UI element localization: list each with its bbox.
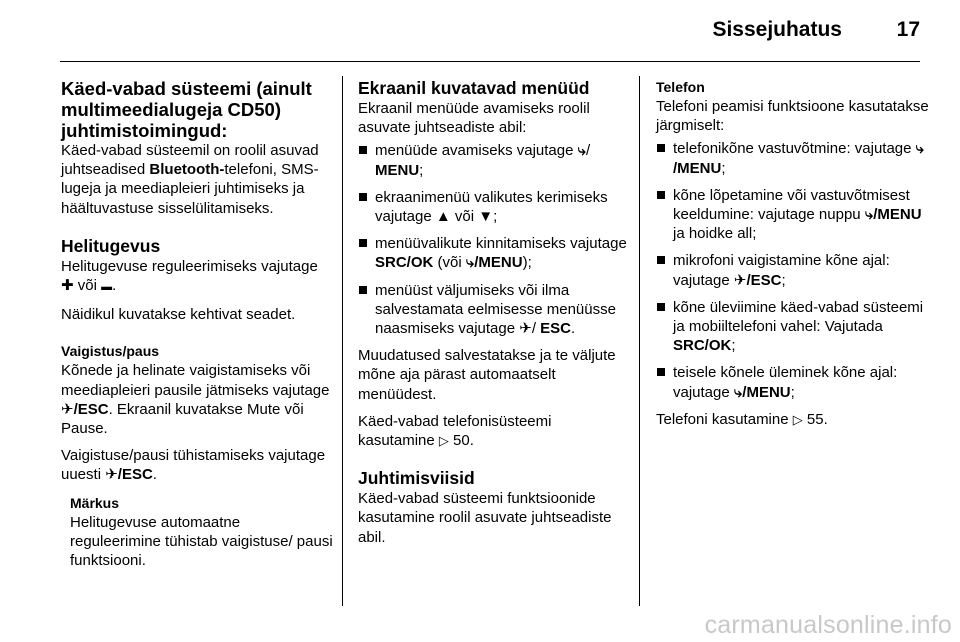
- list-item: mikrofoni vaigistamine kõne ajal: vajutage ✈/ESC;: [656, 251, 932, 289]
- column-3: [656, 78, 932, 429]
- column-divider-1: [342, 76, 343, 606]
- note-box: [70, 494, 333, 571]
- note-text: Helitugevuse automaatne reguleerimine tühistab vaigistuse/ pausi funktsiooni.: [70, 513, 333, 570]
- volume-paragraph: Helitugevuse reguleerimiseks vajutage ✚ või ▬.: [61, 257, 333, 297]
- minus-icon: ▬: [101, 281, 113, 294]
- note-heading: Märkus: [70, 494, 120, 511]
- phone-icon: ⤷: [733, 383, 743, 401]
- mute-icon: ✈: [733, 271, 747, 289]
- page-reference-icon: ▷: [438, 433, 449, 449]
- list-item: kõne lõpetamine või vastuvõtmisest keeldumine: vajutage nuppu ⤷/MENU ja hoidke all;: [656, 186, 932, 244]
- phone-intro: Telefoni peamisi funktsioone kasutatakse järgmiselt:: [656, 98, 929, 135]
- phone-icon: ⤷: [864, 206, 874, 224]
- phone-ref-paragraph: Telefoni kasutamine ▷ 55.: [656, 410, 828, 428]
- menus-intro: Ekraanil menüüde avamiseks roolil asuvate juhtseadiste abil:: [358, 100, 590, 137]
- volume-display-paragraph: Näidikul kuvatakse kehtivat seadet.: [61, 306, 296, 324]
- list-item: kõne üleviimine käed-vabad süsteemi ja mobiiltelefoni vahel: Vajutada SRC/OK;: [656, 298, 932, 356]
- menus-autosave-paragraph: Muudatused salvestatakse ja te väljute mõne aja pärast automaatselt menüüdest.: [358, 347, 616, 403]
- controls-paragraph: Käed-vabad süsteemil on roolil asuvad juhtseadised Bluetooth-telefoni, SMS-lugeja ja meediapleieri juhtimiseks ja häältuvastuse sisselülitamiseks.: [61, 142, 319, 217]
- header-title: Sissejuhatus: [712, 18, 842, 41]
- phone-icon: ⤷: [915, 140, 925, 158]
- phone-icon: ⤷: [465, 254, 475, 272]
- mute-icon: ✈: [519, 320, 532, 338]
- control-modes-paragraph: Käed-vabad süsteemi funktsioonide kasutamine roolil asuvate juhtseadiste abil.: [358, 490, 612, 546]
- arrow-down-icon: ▼: [478, 208, 494, 226]
- section-heading-controls: Käed-vabad süsteemi (ainult multimeedialugeja CD50) juhtimistoimingud:: [61, 78, 312, 141]
- section-heading-phone: Telefon: [656, 79, 705, 95]
- column-1: [61, 78, 333, 570]
- column-divider-2: [639, 76, 640, 606]
- phone-icon: ⤷: [577, 142, 587, 160]
- list-item: ekraanimenüü valikutes kerimiseks vajutage ▲ või ▼;: [358, 188, 628, 226]
- list-item: menüüde avamiseks vajutage ⤷/ MENU;: [358, 141, 628, 179]
- arrow-up-icon: ▲: [435, 208, 451, 226]
- list-item: menüüvalikute kinnitamiseks vajutage SRC/OK (või ⤷/MENU);: [358, 234, 628, 272]
- list-item: menüüst väljumiseks või ilma salvestamata eelmisesse menüüsse naasmiseks vajutage ✈/ ESC.: [358, 281, 628, 339]
- section-heading-volume: Helitugevus: [61, 235, 161, 256]
- menus-ref-paragraph: Käed-vabad telefonisüsteemi kasutamine ▷ 50.: [358, 412, 552, 450]
- unmute-paragraph: Vaigistuse/pausi tühistamiseks vajutage uuesti ✈/ESC.: [61, 447, 326, 484]
- menus-list: [358, 141, 628, 338]
- mute-icon: ✈: [61, 400, 74, 418]
- phone-list: [656, 139, 932, 401]
- plus-icon: ✚: [61, 277, 74, 295]
- list-item: telefonikõne vastuvõtmine: vajutage ⤷/MENU;: [656, 139, 932, 177]
- mute-paragraph: Kõnede ja helinate vaigistamiseks või meediapleieri pausile jätmiseks vajutage ✈/ESC. Ekraanil kuvatakse Mute või Pause.: [61, 362, 330, 438]
- section-heading-menus: Ekraanil kuvatavad menüüd: [358, 78, 590, 98]
- watermark: carmanualsonline.info: [704, 611, 952, 639]
- mute-icon: ✈: [105, 466, 118, 484]
- page-reference-icon: ▷: [792, 411, 803, 427]
- section-heading-control-modes: Juhtimisviisid: [358, 468, 475, 489]
- section-heading-mute: Vaigistus/paus: [61, 343, 160, 360]
- list-item: teisele kõnele üleminek kõne ajal: vajutage ⤷/MENU;: [656, 363, 932, 401]
- page-number: 17: [896, 18, 920, 41]
- header-divider: [60, 61, 920, 62]
- column-2: [358, 78, 628, 547]
